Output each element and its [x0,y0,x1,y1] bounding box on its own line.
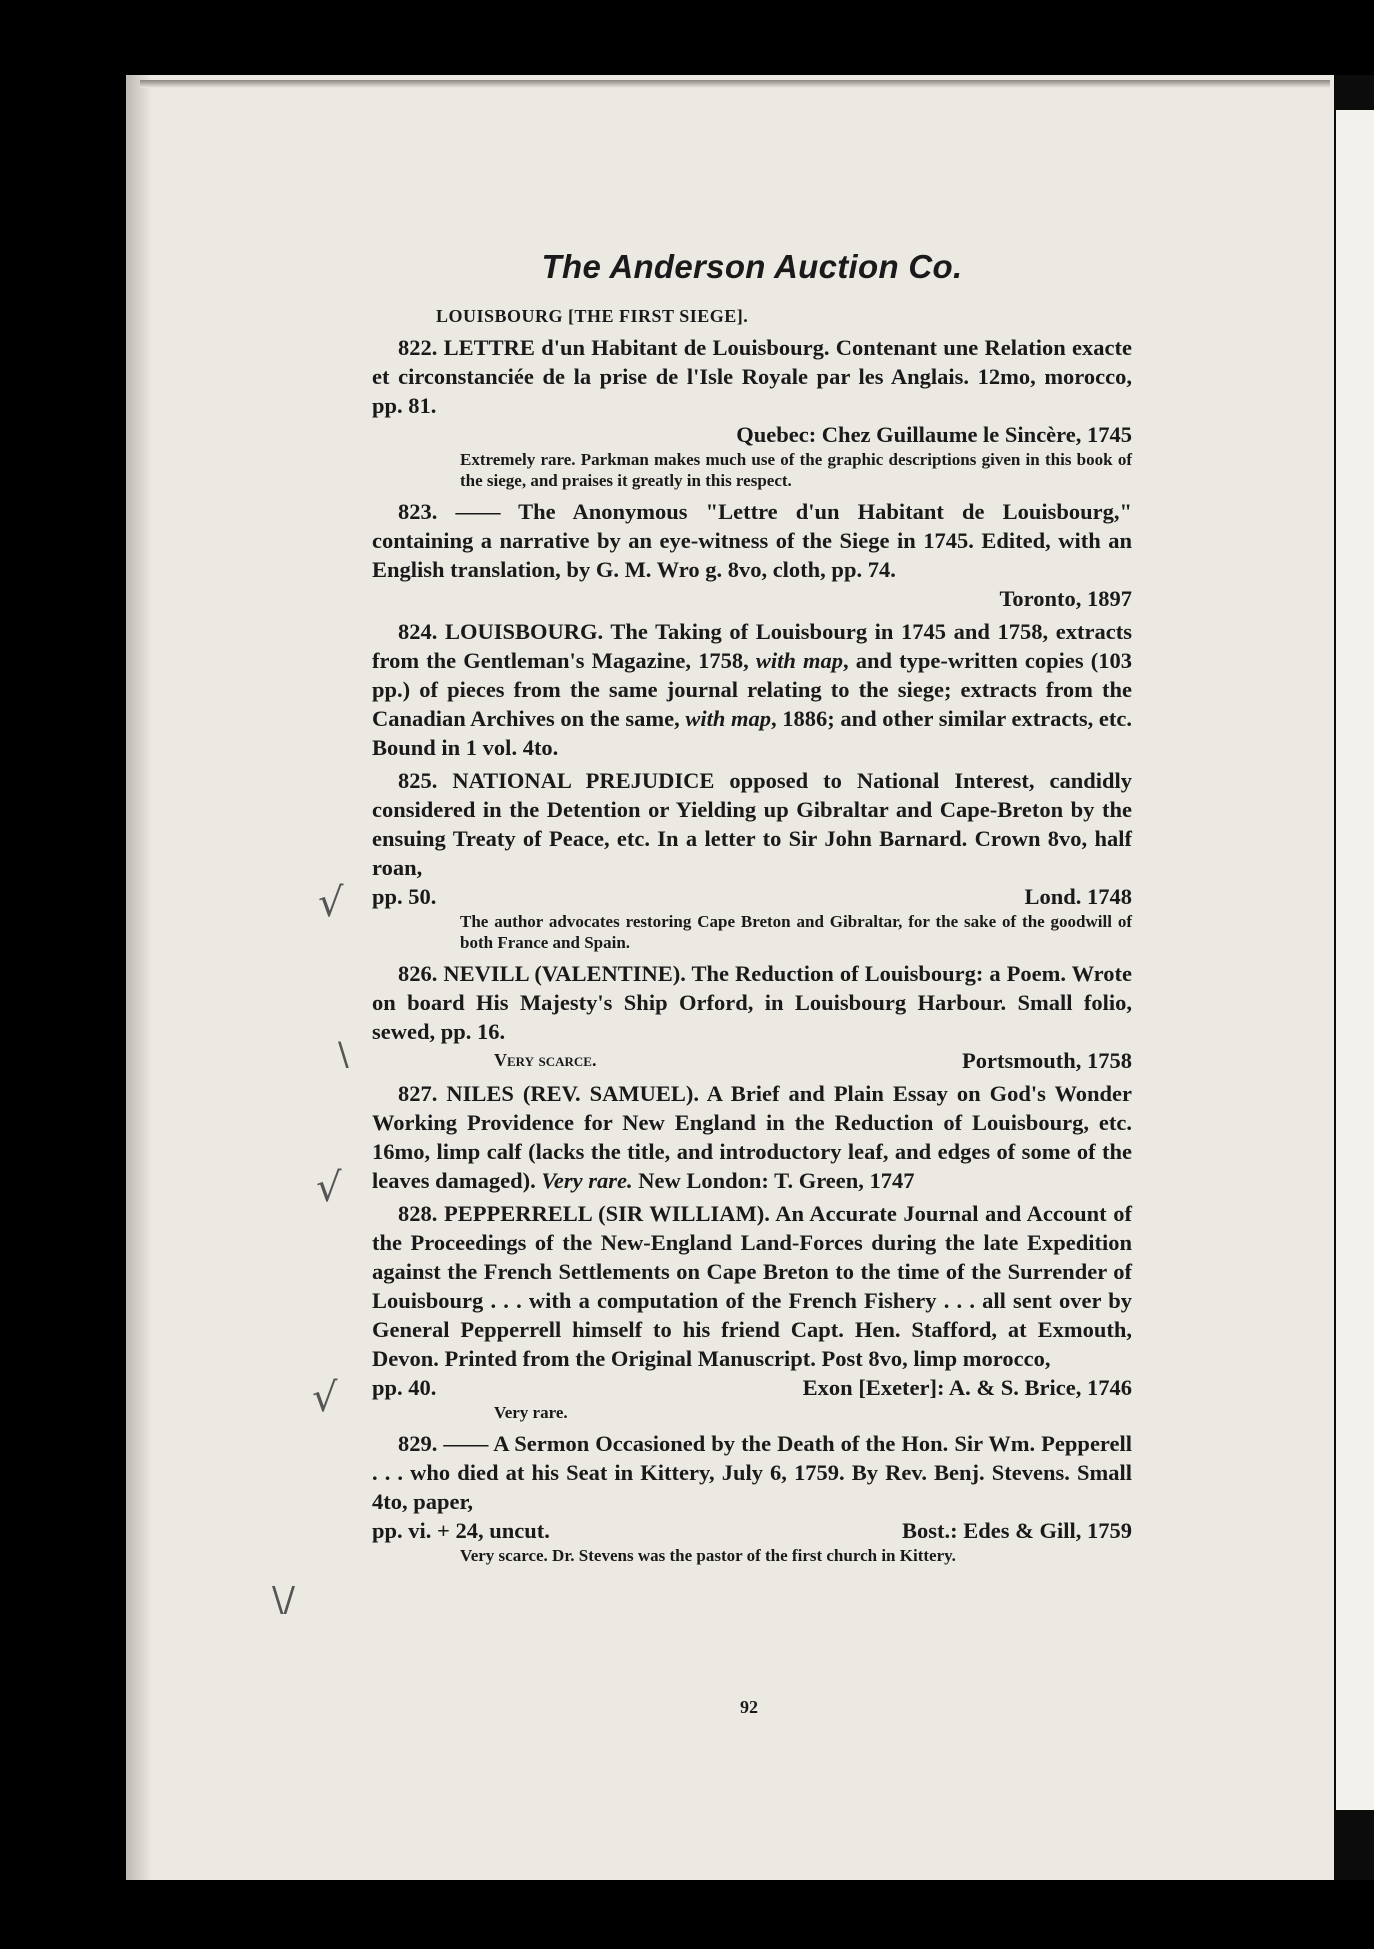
lot-imprint [372,882,1132,911]
lot-description: , and type-written copies (103 pp.) of pieces from the same journal relating to the siege; extracts from the Canadian Archives on the same, [372,648,1132,731]
pencil-mark-icon: \ [338,1035,349,1073]
lot-number: 829. [398,1431,438,1456]
lot-note: Extremely rare. Parkman makes much use of the graphic descriptions given in this book of the siege, and praises it greatly in this respect. [460,450,1132,490]
page-top-edge [140,80,1330,88]
imprint-text: Lond. 1748 [1024,884,1132,909]
lot-note: Very rare. [494,1403,568,1422]
lot-imprint [372,1046,1132,1075]
lot-number: 825. [398,768,438,793]
lot-829 [372,1429,1132,1545]
imprint-text: Toronto, 1897 [999,586,1132,611]
lot-description: —— A Sermon Occasioned by the Death of the Hon. Sir Wm. Pepperell . . . who died at his Seat in Kittery, July 6, 1759. By Rev. Benj. Stevens. Small 4to, paper, [372,1431,1132,1514]
lot-number: 823. [398,499,438,524]
check-mark-icon: √ [312,1375,338,1421]
check-mark-icon: \/ [272,1580,295,1620]
lot-imprint [372,1373,1132,1402]
collation-text: pp. vi. + 24, uncut. [372,1518,550,1543]
collation-text: pp. 50. [372,884,437,909]
rarity-note: Very scarce. [494,1050,597,1070]
catalog-text [372,248,1132,1572]
lot-description: , 1886; and other similar extracts, etc. Bound in 1 vol. 4to. [372,706,1132,760]
lot-imprint [372,420,1132,449]
section-heading: LOUISBOURG [THE FIRST SIEGE]. [436,306,749,326]
lot-description-italic: with map [685,706,772,731]
lot-number: 824. [398,619,438,644]
lot-number: 822. [398,335,438,360]
page-shadow [126,75,152,1880]
lot-description: NILES (REV. SAMUEL). A Brief and Plain Essay on God's Wonder Working Providence for New England in the Reduction of Louisbourg, etc. 16mo, limp calf (lacks the title, and introductory leaf, and edges of some of the leaves damaged). [372,1081,1133,1193]
lot-825 [372,766,1132,911]
lot-number: 828. [398,1201,438,1226]
page-number: 92 [740,1697,758,1717]
lot-description: PEPPERRELL (SIR WILLIAM). An Accurate Journal and Account of the Proceedings of the New-England Land-Forces during the late Expedition against the French Settlements on Cape Breton to the time of the Surrender of Louisbourg . . . with a computation of the French Fishery . . . all sent over by General Pepperrell himself to his friend Capt. Hen. Stafford, at Exmouth, Devon. Printed from the Original Manuscript. Post 8vo, limp morocco, [372,1201,1132,1371]
lot-827 [372,1079,1132,1195]
lot-826 [372,959,1132,1075]
lot-description: —— The Anonymous "Lettre d'un Habitant de Louisbourg," containing a narrative by an eye-witness of the Siege in 1745. Edited, with an English translation, by G. M. Wro g. 8vo, cloth, pp. 74. [372,499,1132,582]
facing-page-edge [1336,110,1374,1810]
imprint-text: Bost.: Edes & Gill, 1759 [901,1518,1132,1543]
lot-824 [372,617,1132,762]
lot-imprint [372,584,1132,613]
lot-note: The author advocates restoring Cape Breton and Gibraltar, for the sake of the goodwill of both France and Spain. [460,912,1132,952]
lot-number: 826. [398,961,438,986]
lot-description: New London: T. Green, 1747 [632,1168,915,1193]
rarity-italic: Very rare. [541,1168,633,1193]
lot-description: NEVILL (VALENTINE). The Reduction of Louisbourg: a Poem. Wrote on board His Majesty's Ship Orford, in Louisbourg Harbour. Small folio, sewed, pp. 16. [372,961,1132,1044]
lot-823 [372,497,1132,613]
imprint-text: Portsmouth, 1758 [962,1048,1132,1073]
imprint-text: Quebec: Chez Guillaume le Sincère, 1745 [736,422,1132,447]
lot-imprint [372,1516,1132,1545]
lot-note: Very scarce. Dr. Stevens was the pastor of the first church in Kittery. [460,1546,956,1565]
lot-822 [372,333,1132,449]
lot-description: LETTRE d'un Habitant de Louisbourg. Contenant une Relation exacte et circonstanciée de la prise de l'Isle Royale par les Anglais. 12mo, morocco, pp. 81. [372,335,1132,418]
lot-number: 827. [398,1081,438,1106]
lot-828 [372,1199,1132,1402]
lot-description: LOUISBOURG. The Taking of Louisbourg in 1745 and 1758, extracts from the Gentleman's Magazine, 1758, [372,619,1133,673]
collation-text: pp. 40. [372,1375,437,1400]
imprint-text: Exon [Exeter]: A. & S. Brice, 1746 [802,1375,1132,1400]
check-mark-icon: √ [318,880,344,926]
running-header: The Anderson Auction Co. [541,248,963,285]
lot-description-italic: with map [755,648,843,673]
check-mark-icon: √ [316,1165,342,1211]
lot-description: NATIONAL PREJUDICE opposed to National Interest, candidly considered in the Detention or Yielding up Gibraltar and Cape-Breton by the ensuing Treaty of Peace, etc. In a letter to Sir John Barnard. Crown 8vo, half roan, [372,768,1132,880]
